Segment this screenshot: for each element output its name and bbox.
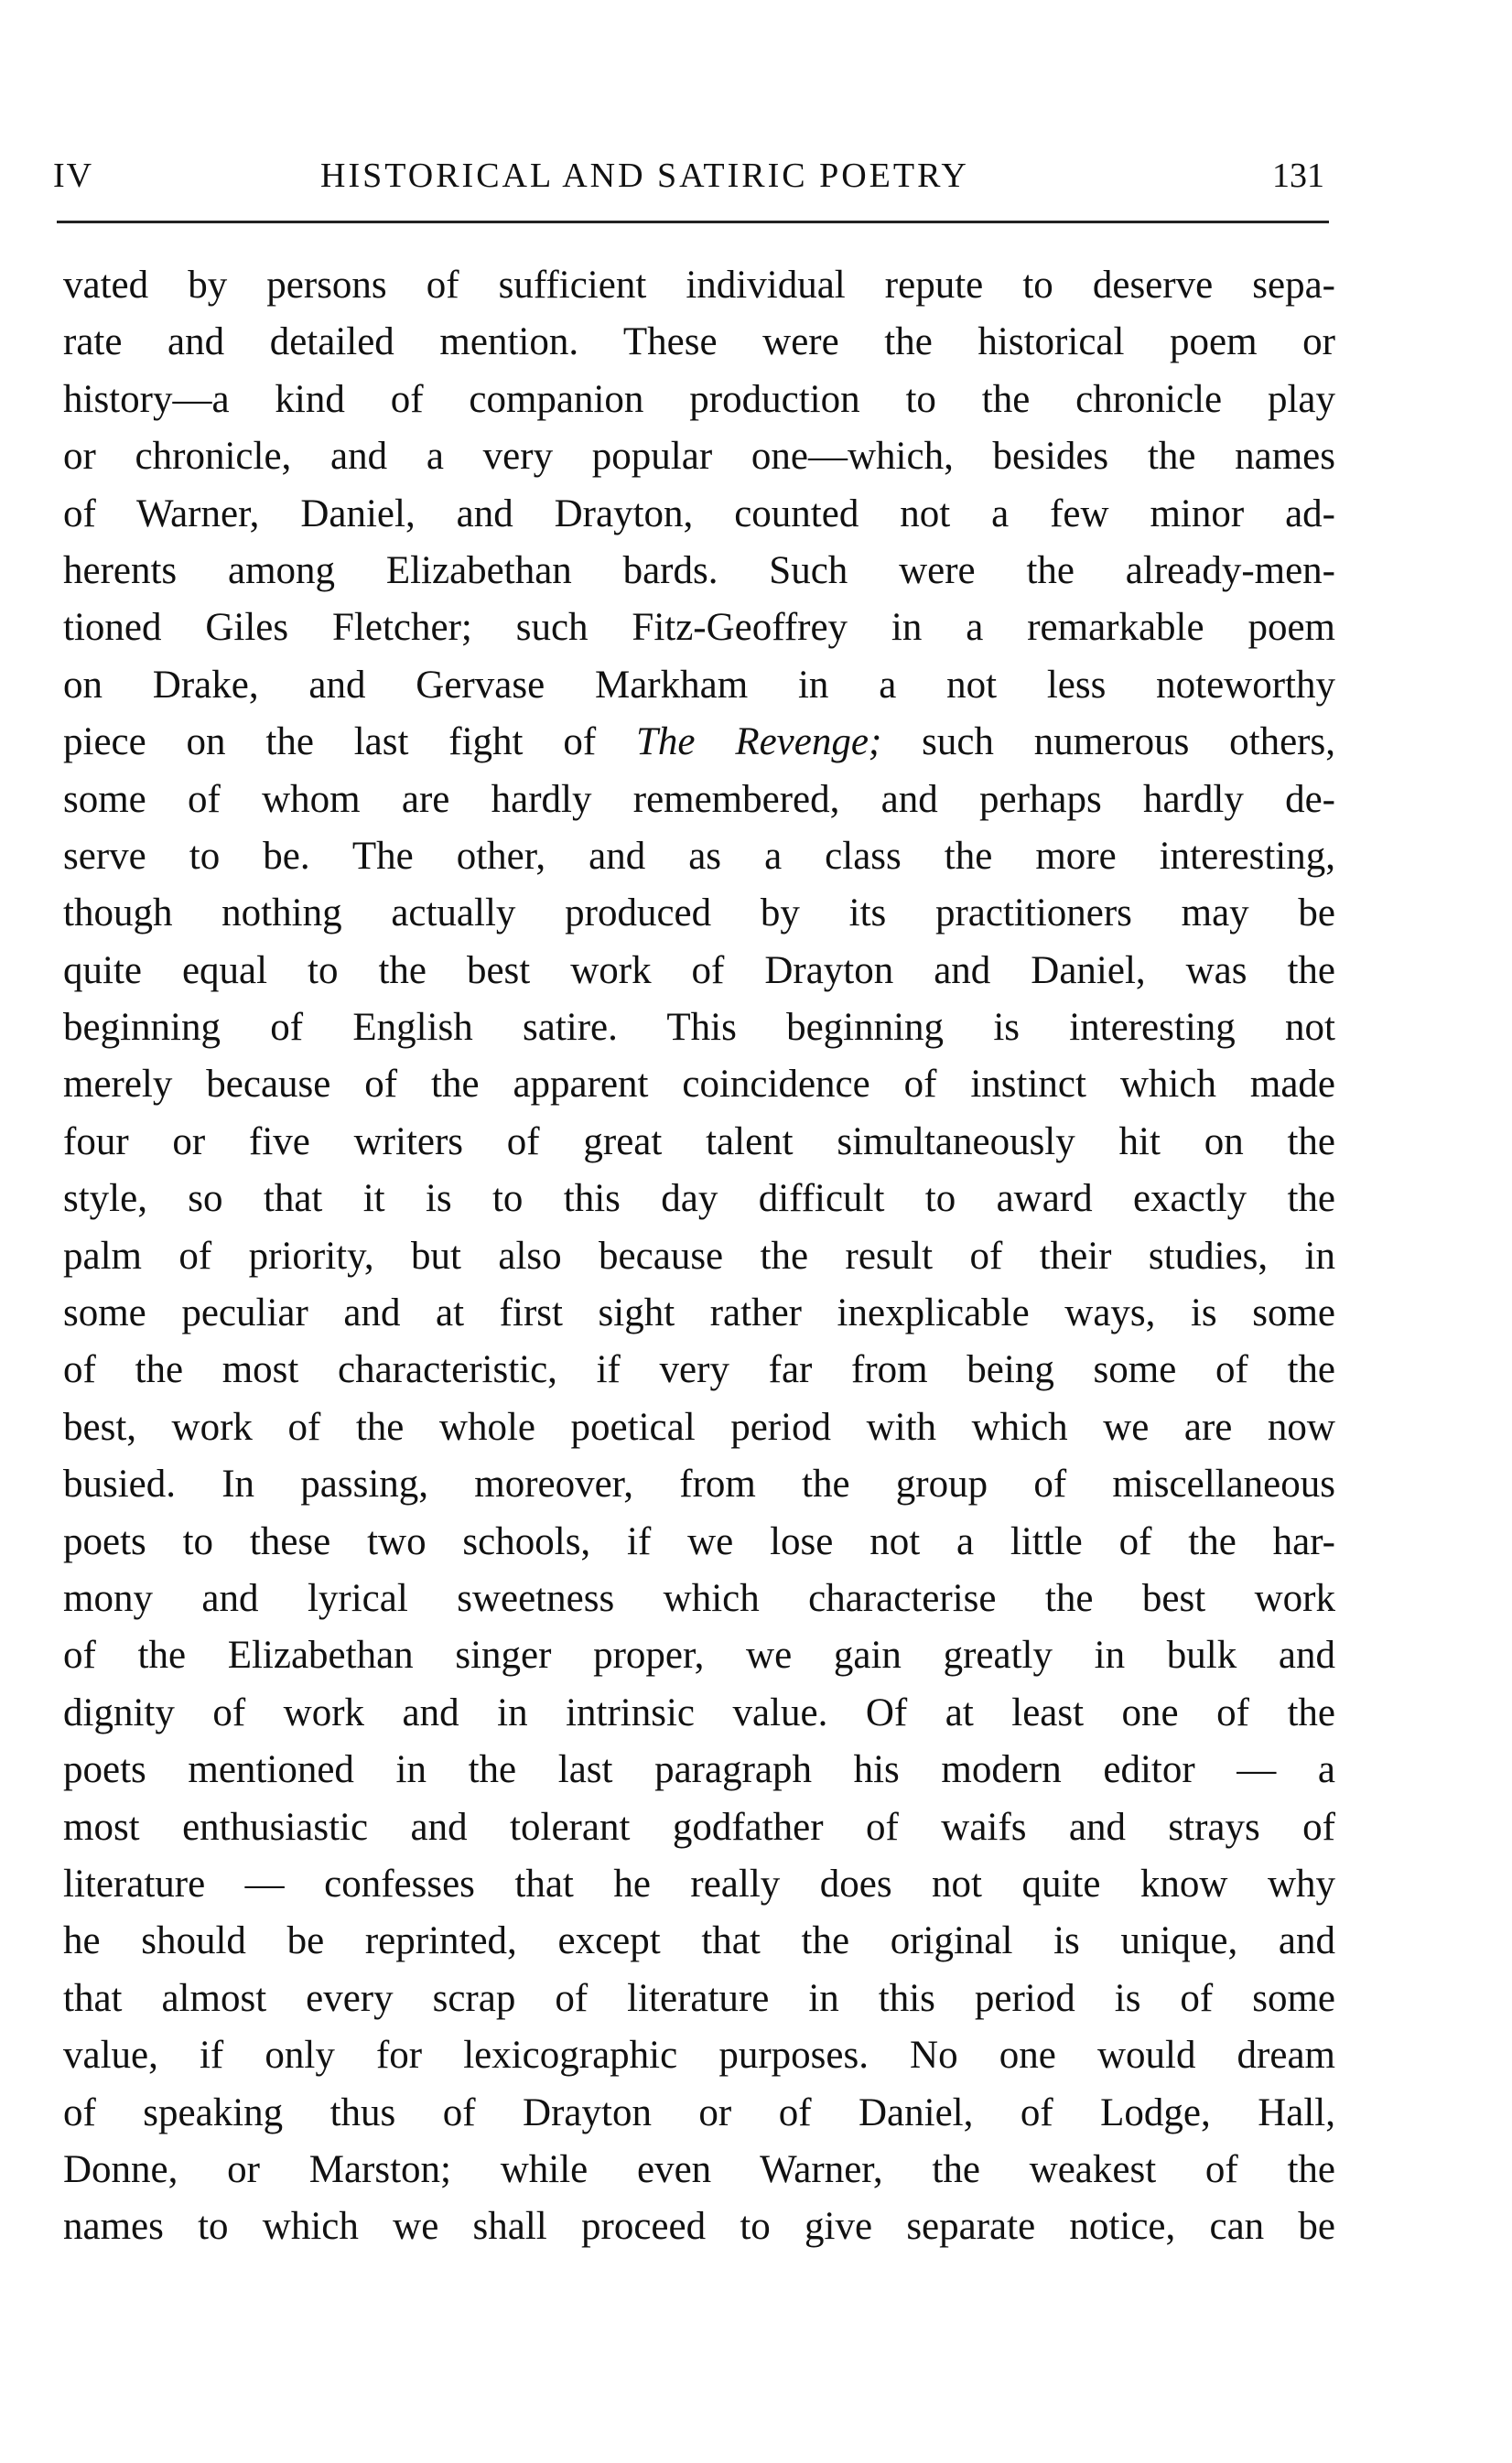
text-line — [63, 1913, 1335, 1970]
text-segment: that almost every scrap of literature in this period is of some — [63, 1976, 1335, 2020]
text-segment: literature — confesses that he really does not quite know why — [63, 1862, 1335, 1906]
text-segment: names to which we shall proceed to give separate notice, can be — [63, 2205, 1335, 2249]
text-segment: history—a kind of companion production to the chronicle play — [63, 377, 1335, 421]
text-line — [63, 257, 1335, 314]
text-segment: tioned Giles Fletcher; such Fitz-Geoffrey in a remarkable poem — [63, 606, 1335, 650]
text-segment: of speaking thus of Drayton or of Daniel, of Lodge, Hall, — [63, 2090, 1335, 2134]
text-line — [63, 657, 1335, 714]
body-text — [63, 257, 1335, 2256]
text-line — [63, 885, 1335, 942]
text-segment: poets to these two schools, if we lose not a little of the har- — [63, 1519, 1335, 1563]
text-line — [63, 999, 1335, 1056]
text-segment: busied. In passing, moreover, from the group of miscellaneous — [63, 1463, 1335, 1507]
text-line — [63, 372, 1335, 428]
text-line — [63, 1514, 1335, 1571]
text-segment: beginning of English satire. This beginning is interesting not — [63, 1006, 1335, 1050]
text-segment: palm of priority, but also because the result of their studies, in — [63, 1234, 1335, 1278]
text-line — [63, 1799, 1335, 1856]
text-line — [63, 1114, 1335, 1171]
text-segment: of the Elizabethan singer proper, we gain greatly in bulk and — [63, 1634, 1335, 1678]
text-segment: though nothing actually produced by its practitioners may be — [63, 891, 1335, 935]
text-segment: some of whom are hardly remembered, and perhaps hardly de- — [63, 777, 1335, 821]
text-line — [63, 772, 1335, 828]
italic-title: The Revenge; — [635, 720, 882, 764]
text-segment: dignity of work and in intrinsic value. Of at least one of the — [63, 1691, 1335, 1734]
text-line — [63, 943, 1335, 999]
text-segment: mony and lyrical sweetness which characterise the best work — [63, 1576, 1335, 1620]
text-segment: such numerous others, — [881, 720, 1335, 764]
chapter-number: IV — [53, 157, 94, 195]
text-line — [63, 1571, 1335, 1627]
text-line — [63, 1971, 1335, 2027]
text-line — [63, 828, 1335, 885]
text-segment: quite equal to the best work of Drayton and Daniel, was the — [63, 948, 1335, 992]
text-segment: poets mentioned in the last paragraph his modern editor — a — [63, 1748, 1335, 1792]
text-segment: Donne, or Marston; while even Warner, the weakest of the — [63, 2147, 1335, 2191]
text-line — [63, 486, 1335, 543]
text-segment: value, if only for lexicographic purposes. No one would dream — [63, 2034, 1335, 2078]
text-line — [63, 314, 1335, 371]
page-number: 131 — [1272, 157, 1324, 195]
text-segment: best, work of the whole poetical period with which we are now — [63, 1405, 1335, 1449]
text-segment: serve to be. The other, and as a class the more interesting, — [63, 834, 1335, 878]
text-segment: or chronicle, and a very popular one—which, besides the names — [63, 435, 1335, 479]
text-segment: herents among Elizabethan bards. Such were the already-men- — [63, 548, 1335, 592]
text-line — [63, 1627, 1335, 1684]
text-line — [63, 2198, 1335, 2255]
header-rule — [57, 221, 1329, 223]
text-line — [63, 1399, 1335, 1456]
text-line — [63, 1171, 1335, 1227]
text-segment: most enthusiastic and tolerant godfather of waifs and strays of — [63, 1805, 1335, 1849]
text-segment: four or five writers of great talent simultaneously hit on the — [63, 1119, 1335, 1163]
text-line — [63, 600, 1335, 656]
text-line — [63, 1456, 1335, 1513]
text-line — [63, 2027, 1335, 2084]
text-segment: some peculiar and at first sight rather inexplicable ways, is some — [63, 1291, 1335, 1335]
text-segment: style, so that it is to this day difficult to award exactly the — [63, 1177, 1335, 1221]
text-line — [63, 2142, 1335, 2198]
text-segment: on Drake, and Gervase Markham in a not less noteworthy — [63, 663, 1335, 707]
text-line — [63, 1856, 1335, 1913]
text-line — [63, 714, 1335, 771]
text-line — [63, 1056, 1335, 1113]
text-segment: merely because of the apparent coincidence of instinct which made — [63, 1063, 1335, 1107]
text-segment: piece on the last fight of — [63, 720, 636, 764]
text-line — [63, 543, 1335, 600]
text-line — [63, 2085, 1335, 2142]
text-segment: rate and detailed mention. These were the historical poem or — [63, 320, 1335, 364]
text-segment: of the most characteristic, if very far from being some of the — [63, 1348, 1335, 1392]
text-segment: he should be reprinted, except that the original is unique, and — [63, 1919, 1335, 1963]
text-line — [63, 1742, 1335, 1799]
running-title: HISTORICAL AND SATIRIC POETRY — [320, 157, 969, 195]
text-line — [63, 1685, 1335, 1742]
text-line — [63, 428, 1335, 485]
text-line — [63, 1342, 1335, 1399]
text-line — [63, 1285, 1335, 1342]
text-line — [63, 1228, 1335, 1285]
text-segment: of Warner, Daniel, and Drayton, counted not a few minor ad- — [63, 492, 1335, 535]
text-segment: vated by persons of sufficient individual repute to deserve sepa- — [63, 264, 1335, 307]
